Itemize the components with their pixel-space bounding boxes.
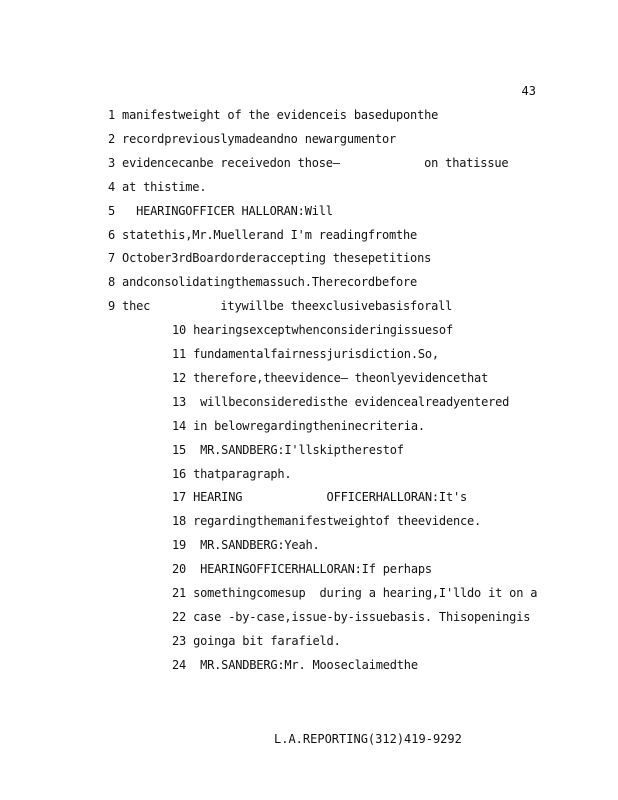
transcript-line-13: 13 willbeconsideredisthe evidencealreadyentered bbox=[172, 394, 510, 409]
transcript-line-5: 5 HEARINGOFFICER HALLORAN:Will bbox=[108, 203, 333, 218]
transcript-line-20: 20 HEARINGOFFICERHALLORAN:If perhaps bbox=[172, 562, 432, 577]
transcript-line-1: 1 manifestweight of the evidenceis baseduponthe bbox=[108, 108, 439, 122]
transcript-line-8: 8 andconsolidatingthemassuch.Therecordbefore bbox=[108, 275, 418, 290]
transcript-line-21: 21 somethingcomesup during a hearing,I'lldo it on a bbox=[172, 586, 538, 600]
transcript-line-3: 3 evidencecanbe receivedon those— on thatissue bbox=[108, 155, 509, 170]
transcript-line-24: 24 MR.SANDBERG:Mr. Mooseclaimedthe bbox=[172, 657, 418, 672]
footer-reporting: L.A.REPORTING(312)419-9292 bbox=[274, 732, 462, 746]
transcript-line-9: 9 thec itywillbe theexclusivebasisforall bbox=[108, 299, 453, 314]
transcript-line-19: 19 MR.SANDBERG:Yeah. bbox=[172, 538, 320, 553]
transcript-line-2: 2 recordpreviouslymadeandno newargumentor bbox=[108, 131, 397, 146]
transcript-line-15: 15 MR.SANDBERG:I'llskiptherestof bbox=[172, 442, 404, 457]
transcript-line-10: 10 hearingsexceptwhenconsideringissuesof bbox=[172, 323, 453, 338]
transcript-line-23: 23 goinga bit farafield. bbox=[172, 633, 341, 648]
transcript-line-22: 22 case -by-case,issue-by-issuebasis. Thisopeningis bbox=[172, 609, 531, 624]
transcript-line-18: 18 regardingthemanifestweightof theevidence. bbox=[172, 514, 482, 529]
page-number: 43 bbox=[521, 84, 536, 98]
transcript-line-14: 14 in belowregardingtheninecriteria. bbox=[172, 418, 425, 433]
transcript-line-6: 6 statethis,Mr.Muellerand I'm readingfromthe bbox=[108, 227, 418, 242]
transcript-line-12: 12 therefore,theevidence— theonlyevidencethat bbox=[172, 370, 489, 385]
transcript-line-4: 4 at thistime. bbox=[108, 179, 207, 194]
transcript-line-17: 17 HEARING OFFICERHALLORAN:It's bbox=[172, 490, 468, 505]
transcript-line-16: 16 thatparagraph. bbox=[172, 466, 292, 481]
transcript-line-7: 7 October3rdBoardorderaccepting thesepetitions bbox=[108, 251, 432, 266]
transcript-line-11: 11 fundamentalfairnessjurisdiction.So, bbox=[172, 347, 439, 361]
